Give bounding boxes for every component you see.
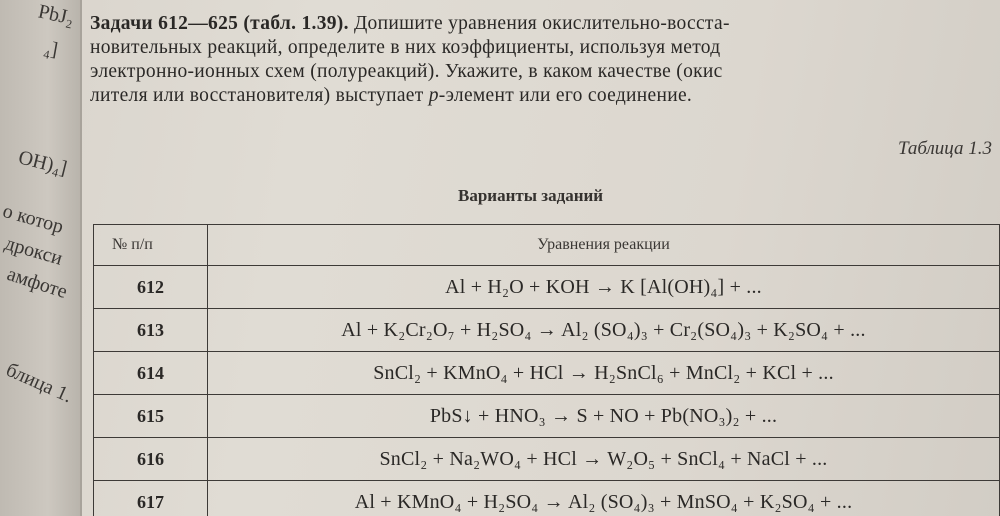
task-number: 616 xyxy=(94,438,208,481)
header-equations: Уравнения реакции xyxy=(208,225,1000,266)
task-equation: Al + H₂O + KOH → K [Al(OH)₄] + ... xyxy=(208,266,1000,309)
left-fragment: амфоте xyxy=(4,263,70,304)
table-row xyxy=(94,438,1000,481)
left-fragment: ₄] xyxy=(42,36,60,62)
task-intro-paragraph xyxy=(90,12,995,108)
p-element-symbol: p xyxy=(428,85,439,106)
table-row xyxy=(94,395,1000,438)
intro-line-1 xyxy=(90,12,995,36)
table-header-row xyxy=(94,225,1000,266)
table-row xyxy=(94,309,1000,352)
table-row xyxy=(94,481,1000,516)
task-range-heading: Задачи 612—625 (табл. 1.39). xyxy=(90,13,349,34)
intro-line-4-pre: лителя или восстановителя) выступает xyxy=(90,85,429,106)
variants-title: Варианты заданий xyxy=(458,186,604,205)
tasks-table xyxy=(93,224,1000,516)
table-row xyxy=(94,352,1000,395)
task-equation: SnCl₂ + Na₂WO₄ + HCl → W₂O₅ + SnCl₄ + NaCl + ... xyxy=(208,438,1000,481)
task-equation: PbS↓ + HNO₃ → S + NO + Pb(NO₃)₂ + ... xyxy=(208,395,1000,438)
table-number-label: Таблица 1.3 xyxy=(898,138,992,159)
left-fragment: о котор xyxy=(0,199,66,239)
left-fragment: блица 1. xyxy=(2,358,76,408)
intro-line-3: электронно-ионных схем (полуреакций). Укажите, в каком качестве (окис xyxy=(90,61,723,82)
task-equation: Al + K₂Cr₂O₇ + H₂SO₄ → Al₂ (SO₄)₃ + Cr₂(SO₄)₃ + K₂SO₄ + ... xyxy=(208,309,1000,352)
intro-line-4 xyxy=(90,84,995,108)
table-row xyxy=(94,266,1000,309)
intro-line-2: новительных реакций, определите в них коэффициенты, используя метод xyxy=(90,37,721,58)
intro-line-1-text: Допишите уравнения окислительно-восста- xyxy=(348,13,730,34)
task-equation: SnCl₂ + KMnO₄ + HCl → H₂SnCl₆ + MnCl₂ + KCl + ... xyxy=(208,352,1000,395)
task-number: 612 xyxy=(94,266,208,309)
intro-line-4-post: -элемент или его соединение. xyxy=(438,85,693,106)
left-page-edge xyxy=(0,0,82,516)
task-number: 614 xyxy=(94,352,208,395)
task-number: 615 xyxy=(94,395,208,438)
task-number: 613 xyxy=(94,309,208,352)
left-fragment: PbJ₂ xyxy=(36,0,76,30)
header-number: № п/п xyxy=(94,225,208,266)
left-fragment: дрокси xyxy=(2,232,66,270)
left-fragment: OH)₄] xyxy=(16,146,70,180)
task-number: 617 xyxy=(94,481,208,516)
task-equation: Al + KMnO₄ + H₂SO₄ → Al₂ (SO₄)₃ + MnSO₄ + K₂SO₄ + ... xyxy=(208,481,1000,516)
